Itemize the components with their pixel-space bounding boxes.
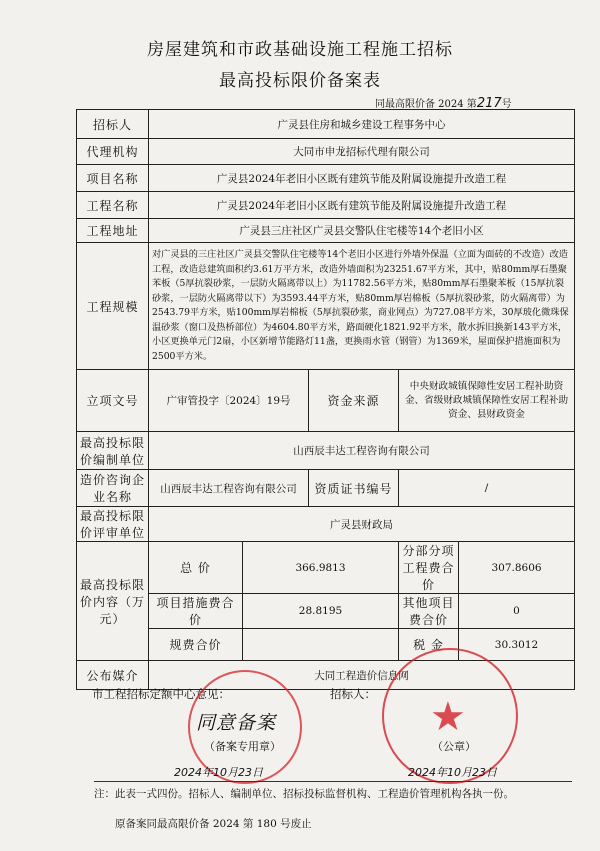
- serial-suffix: 号: [501, 99, 512, 110]
- subitem-value: 307.8606: [459, 542, 575, 594]
- compiler-label: 最高投标限价编制单位: [77, 432, 149, 470]
- agency-value: 大同市申龙招标代理有限公司: [149, 139, 575, 165]
- agency-label: 代理机构: [77, 139, 149, 165]
- filing-seal-caption: （备案专用章）: [204, 740, 281, 753]
- star-icon: ★: [430, 694, 466, 740]
- scale-value: 对广灵县的三庄社区广灵县交警队住宅楼等14个老旧小区进行外墙外保温（立面为面砖的不改造）改造工程，改造总建筑面积约3.61万平方米，改造外墙面积为23251.67平方米，其中，贴80mm厚石墨聚苯板（5厚抗裂砂浆，一层防火隔离带以上）为11782.56平方米，贴80mm厚石墨聚苯板（15厚抗裂砂浆，一层防火隔离带以下）为3593.44平方米，贴80mm厚岩棉板（5厚抗裂砂浆，防火隔离带）为2543.79平方米，贴100mm厚岩棉板（5厚抗裂砂浆，商业网点）为727.08平方米，30厚玻化微珠保温砂浆（窗口及热桥部位）为4604.80平方米，路面硬化1821.92平方米，散水拆旧换新143平方米，小区更换单元门2扇，小区新增节能路灯11盏，更换雨水管（钢管）为1369米，屋面保护措施面积为2500平方米。: [149, 243, 575, 370]
- tax-value: 30.3012: [459, 629, 575, 661]
- tenderer-value: 广灵县住房和城乡建设工程事务中心: [149, 110, 575, 139]
- work-name-value: 广灵县2024年老旧小区既有建筑节能及附属设施提升改造工程: [149, 192, 575, 219]
- measure-value: 28.8195: [243, 594, 399, 629]
- fee-label: 规费合价: [149, 629, 243, 661]
- serial-prefix: 同最高限价备 2024 第: [375, 99, 477, 110]
- measure-label: 项目措施费合价: [149, 594, 243, 629]
- media-label: 公布媒介: [77, 661, 149, 690]
- project-name-value: 广灵县2024年老旧小区既有建筑节能及附属设施提升改造工程: [149, 165, 575, 192]
- official-seal-caption: （公章）: [432, 740, 476, 753]
- other-value: 0: [459, 594, 575, 629]
- consult-value: 山西辰丰达工程咨询有限公司: [149, 470, 309, 507]
- compiler-value: 山西辰丰达工程咨询有限公司: [149, 432, 575, 470]
- note-text: 注：此表一式四份。招标人、编制单位、招标投标监督机构、工程造价管理机构各执一份。: [94, 788, 514, 800]
- media-value: 大同工程造价信息网: [149, 661, 575, 690]
- form-title-line1: 房屋建筑和市政基础设施工程施工招标: [147, 40, 453, 60]
- total-label: 总 价: [149, 542, 243, 594]
- left-date: 2024年10月23日: [174, 766, 263, 779]
- address-value: 广灵县三庄社区广灵县交警队住宅楼等14个老旧小区: [149, 219, 575, 243]
- subitem-label: 分部分项工程费合价: [399, 542, 459, 594]
- work-name-label: 工程名称: [77, 192, 149, 219]
- footer-text: 原备案同最高限价备 2024 第 180 号废止: [115, 818, 312, 830]
- filing-table: [76, 109, 575, 690]
- fund-source-label: 资金来源: [309, 370, 399, 432]
- project-name-label: 项目名称: [77, 165, 149, 192]
- scale-label: 工程规模: [77, 243, 149, 370]
- cert-label: 资质证书编号: [309, 470, 399, 507]
- cert-value: /: [399, 470, 575, 507]
- consult-label: 造价咨询企业名称: [77, 470, 149, 507]
- serial-handwritten: 217: [476, 96, 502, 111]
- right-date: 2024年10月23日: [408, 766, 497, 779]
- review-value: 广灵县财政局: [149, 507, 575, 542]
- review-label: 最高投标限价评审单位: [77, 507, 149, 542]
- approval-label: 立项文号: [77, 370, 149, 432]
- approval-stamp-text: 同意备案: [196, 712, 277, 734]
- total-value: 366.9813: [243, 542, 399, 594]
- quota-center-opinion-label: 市工程招标定额中心意见：: [92, 687, 230, 701]
- other-label: 其他项目费合价: [399, 594, 459, 629]
- divider: [94, 781, 572, 782]
- fee-value: [243, 629, 399, 661]
- form-title-line2: 最高投标限价备案表: [219, 71, 381, 91]
- fund-source-value: 中央财政城镇保障性安居工程补助资金、省级财政城镇保障性安居工程补助资金、县财政资金: [399, 370, 575, 432]
- address-label: 工程地址: [77, 219, 149, 243]
- tenderer-sign-label: 招标人：: [330, 687, 376, 701]
- tenderer-label: 招标人: [77, 110, 149, 139]
- content-label: 最高投标限价内容（万元）: [77, 542, 149, 661]
- tax-label: 税 金: [399, 629, 459, 661]
- approval-value: 广审管投字〔2024〕19号: [149, 370, 309, 432]
